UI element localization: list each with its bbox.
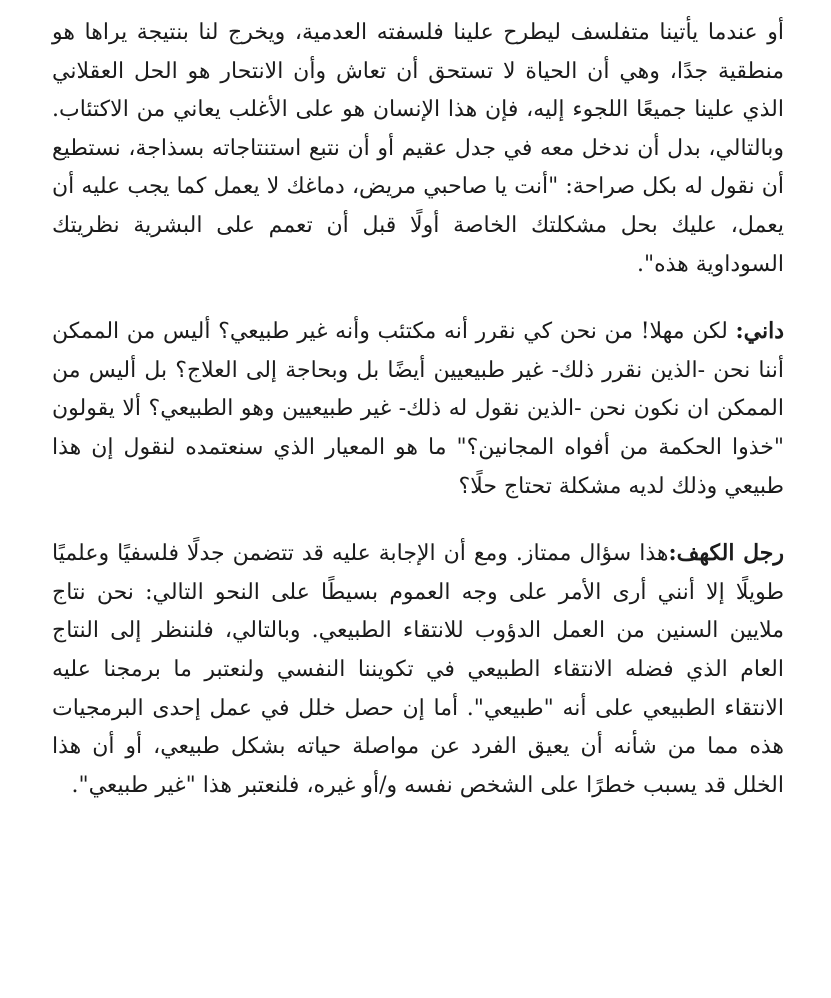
document-page xyxy=(52,14,784,805)
paragraph-intro xyxy=(52,14,784,284)
paragraph-dani xyxy=(52,312,784,506)
speaker-name-caveman: رجل الكهف: xyxy=(668,540,784,567)
paragraph-caveman xyxy=(52,534,784,805)
paragraph-intro-text: أو عندما يأتينا متفلسف ليطرح علينا فلسفته العدمية، ويخرج لنا بنتيجة يراها هو منطقية جدًا، وهي أن الحياة لا تستحق أن تعاش وأن الانتحار هو الحل العقلاني الذي علينا جميعًا اللجوء إليه، فإن هذا الإنسان هو على الأغلب يعاني من الاكتئاب. وبالتالي، بدل أن ندخل معه في جدل عقيم أو أن نتبع استنتاجاته بسذاجة، نستطيع أن نقول له بكل صراحة: "أنت يا صاحبي مريض، دماغك لا يعمل كما يجب عليه أن يعمل، عليك بحل مشكلتك الخاصة أولًا قبل أن تعمم على البشرية نظريتك السوداوية هذه". xyxy=(52,20,784,277)
paragraph-caveman-text: هذا سؤال ممتاز. ومع أن الإجابة عليه قد تتضمن جدلًا فلسفيًا وعلميًا طويلًا إلا أنني أرى الأمر على وجه العموم بسيطًا على النحو التالي: نحن نتاج ملايين السنين من العمل الدؤوب للانتقاء الطبيعي. وبالتالي، فلننظر إلى النتاج العام الذي فضله الانتقاء الطبيعي في تكويننا النفسي ولنعتبر ما برمجنا عليه الانتقاء الطبيعي على أنه "طبيعي". أما إن حصل خلل في عمل إحدى البرمجيات هذه مما من شأنه أن يعيق الفرد عن مواصلة حياته بشكل طبيعي، أو أن هذا الخلل قد يسبب خطرًا على الشخص نفسه و/أو غيره، فلنعتبر هذا "غير طبيعي". xyxy=(52,541,784,798)
paragraph-dani-text: لكن مهلا! من نحن كي نقرر أنه مكتئب وأنه غير طبيعي؟ أليس من الممكن أننا نحن -الذين نقرر ذلك- غير طبيعيين أيضًا بل وبحاجة إلى العلاج؟ بل أليس من الممكن ان نكون نحن -الذين نقول له ذلك- غير طبيعيين وهو الطبيعي؟ ألا يقولون "خذوا الحكمة من أفواه المجانين؟" ما هو المعيار الذي سنعتمده لنقول إن هذا طبيعي وذلك لديه مشكلة تحتاج حلًا؟ xyxy=(52,319,784,499)
speaker-name-dani: داني: xyxy=(735,318,784,345)
